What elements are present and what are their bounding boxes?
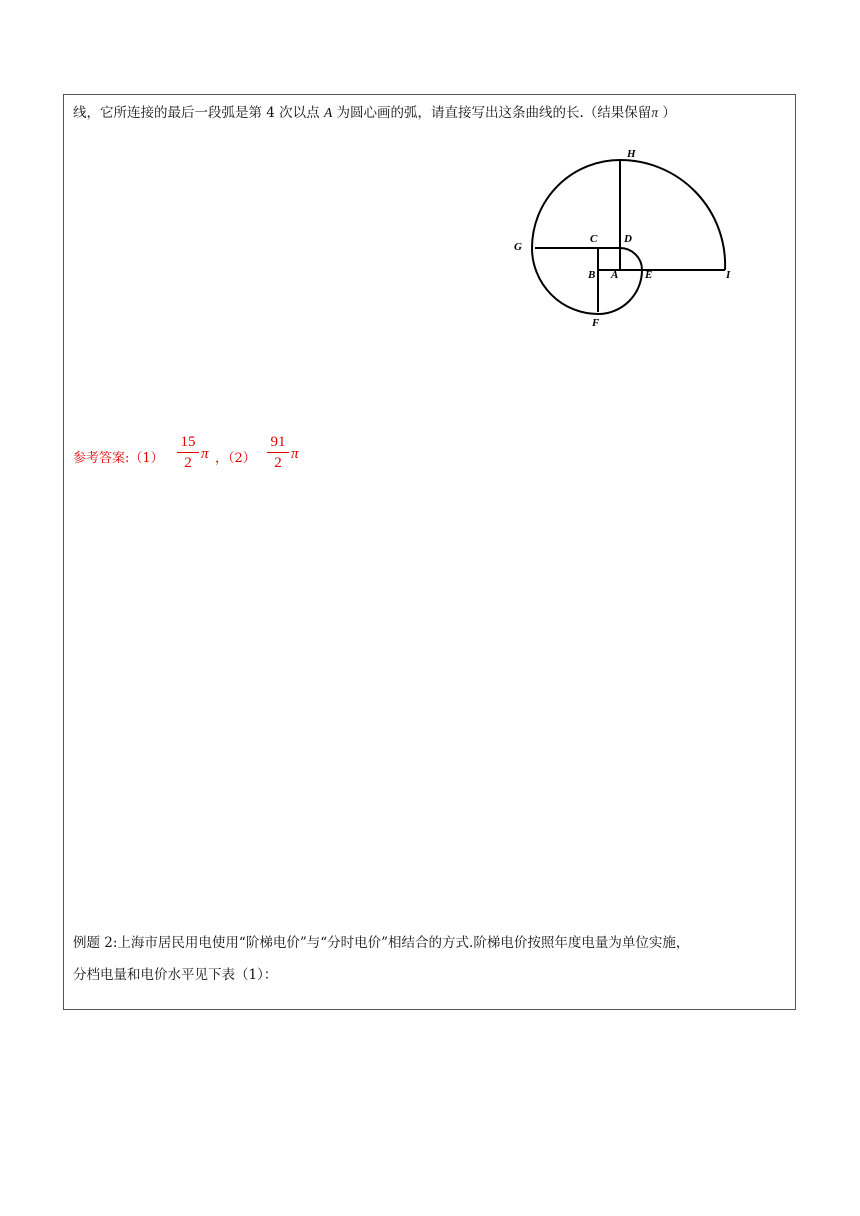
answer-pi-2: π: [291, 446, 299, 462]
arc-ef: [598, 270, 642, 314]
answer-label: 参考答案:（1）: [73, 451, 164, 466]
problem-text-c: ）: [658, 105, 676, 121]
label-d: D: [624, 233, 632, 245]
problem-text-line: [73, 103, 676, 123]
example-2-line-1: 例题 2:上海市居民用电使用“阶梯电价”与“分时电价”相结合的方式.阶梯电价按照年度电量为单位实施，: [73, 935, 690, 951]
arc-de: [620, 248, 642, 270]
fraction-2-denominator: 2: [274, 455, 282, 471]
fraction-1-numerator: 15: [180, 434, 196, 450]
fraction-2-numerator: 91: [270, 434, 286, 450]
answer-fraction-1: [177, 433, 199, 472]
label-c: C: [590, 233, 598, 245]
content-box: [63, 94, 796, 1010]
example-2-line-2: 分档电量和电价水平见下表（1）：: [73, 967, 278, 983]
label-e: E: [645, 269, 653, 281]
label-g: G: [514, 241, 522, 253]
arc-gh: [532, 160, 620, 248]
label-b: B: [588, 269, 596, 281]
label-h: H: [627, 148, 636, 160]
problem-text-b: 为圆心画的弧，请直接写出这条曲线的长.（结果保留: [332, 105, 652, 121]
fraction-1-denominator: 2: [184, 455, 192, 471]
arc-fg: [532, 248, 598, 314]
pi-symbol: π: [651, 105, 659, 120]
answer-pi-1: π: [201, 446, 209, 462]
answer-separator: ，（2）: [215, 451, 256, 466]
spiral-diagram: [504, 147, 744, 337]
answer-fraction-2: [267, 433, 289, 472]
point-a-label: A: [323, 105, 333, 120]
label-i: I: [726, 269, 731, 281]
spiral-figure: [504, 147, 744, 337]
label-f: F: [592, 317, 600, 329]
label-a: A: [611, 269, 619, 281]
problem-text-a: 线，它所连接的最后一段弧是第 4 次以点: [73, 105, 324, 121]
